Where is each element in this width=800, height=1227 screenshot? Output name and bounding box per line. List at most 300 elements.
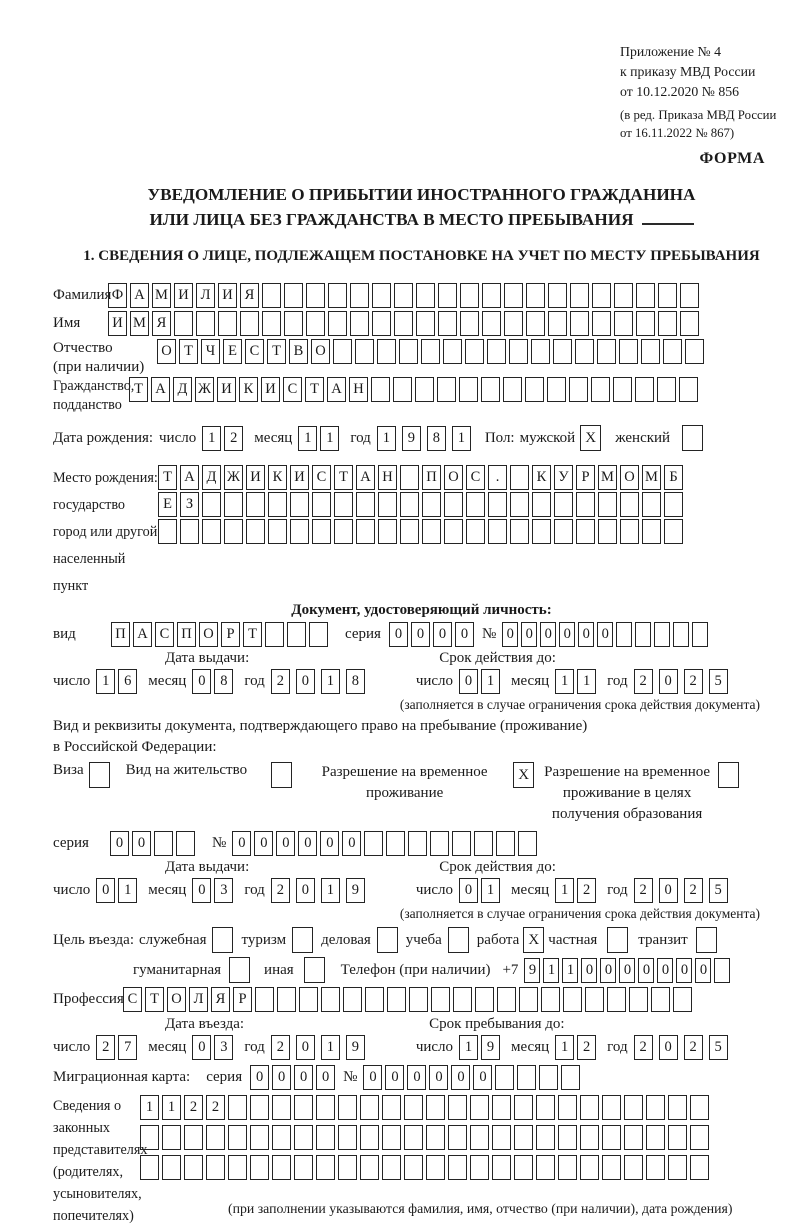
char-cell[interactable] <box>158 519 177 544</box>
char-cell[interactable] <box>393 377 412 402</box>
char-cell[interactable] <box>558 1095 577 1120</box>
char-cell[interactable]: Л <box>189 987 208 1012</box>
char-cell[interactable]: 9 <box>346 878 365 903</box>
char-cell[interactable]: С <box>245 339 264 364</box>
char-cell[interactable] <box>679 377 698 402</box>
char-cell[interactable] <box>558 1155 577 1180</box>
char-cell[interactable] <box>654 622 670 647</box>
char-cell[interactable]: А <box>151 377 170 402</box>
char-cell[interactable]: 2 <box>634 878 653 903</box>
char-cell[interactable]: М <box>130 311 149 336</box>
char-cell[interactable] <box>206 1155 225 1180</box>
char-cell[interactable]: 0 <box>385 1065 404 1090</box>
char-cell[interactable]: 0 <box>192 1035 211 1060</box>
char-cell[interactable] <box>510 519 529 544</box>
char-cell[interactable] <box>387 987 406 1012</box>
char-cell[interactable] <box>416 311 435 336</box>
char-cell[interactable]: 2 <box>184 1095 203 1120</box>
char-cell[interactable] <box>475 987 494 1012</box>
char-cell[interactable] <box>495 1065 514 1090</box>
char-cell[interactable] <box>492 1155 511 1180</box>
char-cell[interactable] <box>536 1095 555 1120</box>
char-cell[interactable] <box>394 283 413 308</box>
char-cell[interactable] <box>497 987 516 1012</box>
char-cell[interactable] <box>338 1095 357 1120</box>
char-cell[interactable]: 1 <box>562 958 578 983</box>
char-cell[interactable] <box>378 519 397 544</box>
char-cell[interactable]: 0 <box>192 669 211 694</box>
char-cell[interactable] <box>416 283 435 308</box>
char-cell[interactable] <box>316 1125 335 1150</box>
char-cell[interactable]: 9 <box>346 1035 365 1060</box>
char-cell[interactable] <box>503 377 522 402</box>
char-cell[interactable]: И <box>108 311 127 336</box>
char-cell[interactable] <box>246 492 265 517</box>
char-cell[interactable]: 0 <box>294 1065 313 1090</box>
char-cell[interactable] <box>563 987 582 1012</box>
char-cell[interactable] <box>519 987 538 1012</box>
char-cell[interactable]: 0 <box>473 1065 492 1090</box>
char-cell[interactable] <box>452 831 471 856</box>
char-cell[interactable] <box>360 1125 379 1150</box>
char-cell[interactable] <box>532 519 551 544</box>
char-cell[interactable] <box>184 1125 203 1150</box>
char-cell[interactable]: 0 <box>657 958 673 983</box>
char-cell[interactable]: 1 <box>96 669 115 694</box>
char-cell[interactable] <box>290 492 309 517</box>
char-cell[interactable] <box>470 1095 489 1120</box>
char-cell[interactable]: Я <box>211 987 230 1012</box>
char-cell[interactable] <box>421 339 440 364</box>
char-cell[interactable] <box>408 831 427 856</box>
char-cell[interactable]: 0 <box>597 622 613 647</box>
char-cell[interactable] <box>532 492 551 517</box>
purpose-official-checkbox[interactable] <box>212 927 233 953</box>
char-cell[interactable]: А <box>327 377 346 402</box>
char-cell[interactable]: Р <box>233 987 252 1012</box>
char-cell[interactable] <box>268 492 287 517</box>
char-cell[interactable]: П <box>111 622 130 647</box>
char-cell[interactable]: 1 <box>481 669 500 694</box>
char-cell[interactable] <box>400 519 419 544</box>
char-cell[interactable] <box>184 1155 203 1180</box>
char-cell[interactable] <box>255 987 274 1012</box>
char-cell[interactable] <box>570 283 589 308</box>
purpose-tourism-checkbox[interactable] <box>292 927 313 953</box>
char-cell[interactable] <box>580 1095 599 1120</box>
char-cell[interactable] <box>616 622 632 647</box>
char-cell[interactable]: 1 <box>377 426 396 451</box>
char-cell[interactable]: 1 <box>459 1035 478 1060</box>
char-cell[interactable] <box>422 519 441 544</box>
char-cell[interactable] <box>174 311 193 336</box>
char-cell[interactable]: 0 <box>110 831 129 856</box>
char-cell[interactable]: Т <box>145 987 164 1012</box>
char-cell[interactable]: 0 <box>459 669 478 694</box>
char-cell[interactable]: 2 <box>271 878 290 903</box>
char-cell[interactable]: А <box>133 622 152 647</box>
char-cell[interactable] <box>580 1155 599 1180</box>
char-cell[interactable]: 1 <box>321 878 340 903</box>
purpose-work-checkbox[interactable]: X <box>523 927 544 953</box>
char-cell[interactable] <box>482 311 501 336</box>
char-cell[interactable] <box>268 519 287 544</box>
char-cell[interactable] <box>343 987 362 1012</box>
char-cell[interactable]: М <box>152 283 171 308</box>
char-cell[interactable]: 0 <box>676 958 692 983</box>
char-cell[interactable] <box>629 987 648 1012</box>
char-cell[interactable] <box>613 377 632 402</box>
char-cell[interactable] <box>140 1155 159 1180</box>
char-cell[interactable]: . <box>488 465 507 490</box>
char-cell[interactable] <box>602 1125 621 1150</box>
char-cell[interactable] <box>690 1125 709 1150</box>
char-cell[interactable] <box>224 492 243 517</box>
char-cell[interactable] <box>394 311 413 336</box>
char-cell[interactable]: 8 <box>427 426 446 451</box>
char-cell[interactable] <box>614 311 633 336</box>
char-cell[interactable] <box>619 339 638 364</box>
purpose-transit-checkbox[interactable] <box>696 927 717 953</box>
char-cell[interactable] <box>539 1065 558 1090</box>
char-cell[interactable] <box>240 311 259 336</box>
char-cell[interactable] <box>641 339 660 364</box>
char-cell[interactable]: 0 <box>192 878 211 903</box>
char-cell[interactable]: 2 <box>577 1035 596 1060</box>
char-cell[interactable] <box>664 519 683 544</box>
char-cell[interactable]: Н <box>378 465 397 490</box>
char-cell[interactable]: Т <box>305 377 324 402</box>
char-cell[interactable]: 5 <box>709 878 728 903</box>
option-temp-residence-edu-checkbox[interactable] <box>718 762 739 788</box>
char-cell[interactable]: С <box>312 465 331 490</box>
char-cell[interactable]: Т <box>129 377 148 402</box>
char-cell[interactable]: 1 <box>452 426 471 451</box>
char-cell[interactable] <box>272 1155 291 1180</box>
char-cell[interactable]: 0 <box>276 831 295 856</box>
char-cell[interactable]: 1 <box>118 878 137 903</box>
char-cell[interactable]: 0 <box>521 622 537 647</box>
char-cell[interactable] <box>299 987 318 1012</box>
char-cell[interactable]: 5 <box>709 1035 728 1060</box>
char-cell[interactable] <box>487 339 506 364</box>
char-cell[interactable] <box>624 1125 643 1150</box>
char-cell[interactable]: 0 <box>455 622 474 647</box>
char-cell[interactable] <box>404 1155 423 1180</box>
char-cell[interactable] <box>548 283 567 308</box>
char-cell[interactable] <box>334 519 353 544</box>
char-cell[interactable]: 3 <box>214 878 233 903</box>
char-cell[interactable]: 0 <box>600 958 616 983</box>
char-cell[interactable] <box>294 1095 313 1120</box>
char-cell[interactable]: И <box>217 377 236 402</box>
char-cell[interactable] <box>365 987 384 1012</box>
char-cell[interactable] <box>526 283 545 308</box>
char-cell[interactable] <box>196 311 215 336</box>
char-cell[interactable] <box>356 519 375 544</box>
char-cell[interactable] <box>262 283 281 308</box>
char-cell[interactable]: И <box>174 283 193 308</box>
char-cell[interactable]: 2 <box>577 878 596 903</box>
char-cell[interactable] <box>290 519 309 544</box>
char-cell[interactable] <box>438 311 457 336</box>
char-cell[interactable]: 0 <box>695 958 711 983</box>
char-cell[interactable] <box>224 519 243 544</box>
char-cell[interactable] <box>504 311 523 336</box>
char-cell[interactable] <box>448 1125 467 1150</box>
char-cell[interactable]: Б <box>664 465 683 490</box>
char-cell[interactable] <box>250 1095 269 1120</box>
char-cell[interactable]: 0 <box>619 958 635 983</box>
char-cell[interactable]: 1 <box>162 1095 181 1120</box>
char-cell[interactable] <box>250 1125 269 1150</box>
char-cell[interactable] <box>635 377 654 402</box>
char-cell[interactable] <box>531 339 550 364</box>
char-cell[interactable] <box>510 492 529 517</box>
option-residence-permit-checkbox[interactable] <box>271 762 292 788</box>
char-cell[interactable]: 1 <box>202 426 221 451</box>
char-cell[interactable]: Ж <box>224 465 243 490</box>
char-cell[interactable] <box>448 1155 467 1180</box>
char-cell[interactable]: 8 <box>214 669 233 694</box>
char-cell[interactable] <box>575 339 594 364</box>
char-cell[interactable] <box>558 1125 577 1150</box>
char-cell[interactable] <box>536 1155 555 1180</box>
char-cell[interactable] <box>602 1155 621 1180</box>
char-cell[interactable]: О <box>157 339 176 364</box>
char-cell[interactable]: 0 <box>132 831 151 856</box>
char-cell[interactable] <box>636 283 655 308</box>
char-cell[interactable]: 6 <box>118 669 137 694</box>
char-cell[interactable]: С <box>283 377 302 402</box>
char-cell[interactable] <box>400 465 419 490</box>
char-cell[interactable] <box>673 987 692 1012</box>
char-cell[interactable] <box>620 519 639 544</box>
char-cell[interactable] <box>554 492 573 517</box>
char-cell[interactable]: К <box>268 465 287 490</box>
char-cell[interactable] <box>386 831 405 856</box>
char-cell[interactable]: Я <box>240 283 259 308</box>
char-cell[interactable] <box>377 339 396 364</box>
char-cell[interactable]: П <box>177 622 196 647</box>
char-cell[interactable] <box>372 283 391 308</box>
char-cell[interactable]: 1 <box>543 958 559 983</box>
char-cell[interactable] <box>548 311 567 336</box>
char-cell[interactable]: К <box>532 465 551 490</box>
char-cell[interactable] <box>517 1065 536 1090</box>
char-cell[interactable] <box>328 283 347 308</box>
char-cell[interactable]: Т <box>179 339 198 364</box>
char-cell[interactable] <box>202 492 221 517</box>
char-cell[interactable] <box>228 1155 247 1180</box>
char-cell[interactable] <box>554 519 573 544</box>
char-cell[interactable]: А <box>180 465 199 490</box>
char-cell[interactable] <box>338 1125 357 1150</box>
char-cell[interactable]: 8 <box>346 669 365 694</box>
char-cell[interactable] <box>306 283 325 308</box>
char-cell[interactable]: 2 <box>271 1035 290 1060</box>
option-temp-residence-checkbox[interactable]: X <box>513 762 534 788</box>
char-cell[interactable]: 1 <box>577 669 596 694</box>
char-cell[interactable] <box>265 622 284 647</box>
char-cell[interactable] <box>620 492 639 517</box>
char-cell[interactable] <box>585 987 604 1012</box>
char-cell[interactable] <box>415 377 434 402</box>
char-cell[interactable] <box>400 492 419 517</box>
char-cell[interactable] <box>460 283 479 308</box>
char-cell[interactable] <box>372 311 391 336</box>
char-cell[interactable]: 0 <box>429 1065 448 1090</box>
char-cell[interactable]: 0 <box>459 878 478 903</box>
char-cell[interactable] <box>306 311 325 336</box>
char-cell[interactable] <box>598 519 617 544</box>
char-cell[interactable] <box>162 1125 181 1150</box>
char-cell[interactable] <box>614 283 633 308</box>
char-cell[interactable] <box>514 1125 533 1150</box>
char-cell[interactable] <box>409 987 428 1012</box>
char-cell[interactable]: 3 <box>214 1035 233 1060</box>
char-cell[interactable] <box>378 492 397 517</box>
purpose-business-checkbox[interactable] <box>377 927 398 953</box>
char-cell[interactable] <box>646 1155 665 1180</box>
char-cell[interactable]: В <box>289 339 308 364</box>
char-cell[interactable]: З <box>180 492 199 517</box>
char-cell[interactable]: Н <box>349 377 368 402</box>
char-cell[interactable] <box>162 1155 181 1180</box>
char-cell[interactable] <box>316 1095 335 1120</box>
char-cell[interactable] <box>492 1095 511 1120</box>
char-cell[interactable] <box>470 1125 489 1150</box>
char-cell[interactable]: 0 <box>502 622 518 647</box>
char-cell[interactable] <box>658 283 677 308</box>
char-cell[interactable] <box>338 1155 357 1180</box>
char-cell[interactable]: Т <box>334 465 353 490</box>
char-cell[interactable] <box>496 831 515 856</box>
char-cell[interactable] <box>448 1095 467 1120</box>
char-cell[interactable]: Р <box>576 465 595 490</box>
char-cell[interactable]: У <box>554 465 573 490</box>
char-cell[interactable] <box>646 1095 665 1120</box>
char-cell[interactable] <box>246 519 265 544</box>
char-cell[interactable] <box>426 1155 445 1180</box>
char-cell[interactable] <box>509 339 528 364</box>
char-cell[interactable]: О <box>199 622 218 647</box>
char-cell[interactable]: 2 <box>634 1035 653 1060</box>
char-cell[interactable] <box>404 1095 423 1120</box>
char-cell[interactable]: 0 <box>433 622 452 647</box>
char-cell[interactable] <box>592 311 611 336</box>
char-cell[interactable] <box>518 831 537 856</box>
char-cell[interactable]: 1 <box>481 878 500 903</box>
sex-female-checkbox[interactable] <box>682 425 703 451</box>
char-cell[interactable]: П <box>422 465 441 490</box>
char-cell[interactable] <box>591 377 610 402</box>
char-cell[interactable] <box>607 987 626 1012</box>
char-cell[interactable]: 5 <box>709 669 728 694</box>
char-cell[interactable] <box>284 283 303 308</box>
char-cell[interactable] <box>488 492 507 517</box>
char-cell[interactable] <box>474 831 493 856</box>
char-cell[interactable]: 1 <box>555 878 574 903</box>
char-cell[interactable]: 0 <box>659 1035 678 1060</box>
char-cell[interactable] <box>624 1155 643 1180</box>
char-cell[interactable] <box>685 339 704 364</box>
char-cell[interactable] <box>356 492 375 517</box>
char-cell[interactable]: 7 <box>118 1035 137 1060</box>
char-cell[interactable] <box>668 1095 687 1120</box>
char-cell[interactable]: 0 <box>389 622 408 647</box>
char-cell[interactable] <box>206 1125 225 1150</box>
char-cell[interactable] <box>228 1095 247 1120</box>
char-cell[interactable]: 1 <box>321 1035 340 1060</box>
char-cell[interactable] <box>460 311 479 336</box>
char-cell[interactable]: И <box>218 283 237 308</box>
char-cell[interactable] <box>360 1095 379 1120</box>
purpose-study-checkbox[interactable] <box>448 927 469 953</box>
char-cell[interactable] <box>284 311 303 336</box>
char-cell[interactable] <box>504 283 523 308</box>
char-cell[interactable] <box>355 339 374 364</box>
char-cell[interactable] <box>250 1155 269 1180</box>
char-cell[interactable]: 2 <box>634 669 653 694</box>
char-cell[interactable] <box>316 1155 335 1180</box>
char-cell[interactable]: 2 <box>684 1035 703 1060</box>
char-cell[interactable]: А <box>356 465 375 490</box>
char-cell[interactable] <box>651 987 670 1012</box>
char-cell[interactable] <box>714 958 730 983</box>
char-cell[interactable] <box>635 622 651 647</box>
char-cell[interactable] <box>576 492 595 517</box>
char-cell[interactable]: 1 <box>320 426 339 451</box>
char-cell[interactable]: И <box>261 377 280 402</box>
char-cell[interactable] <box>624 1095 643 1120</box>
char-cell[interactable] <box>312 519 331 544</box>
char-cell[interactable] <box>598 492 617 517</box>
char-cell[interactable]: 2 <box>684 878 703 903</box>
char-cell[interactable] <box>294 1125 313 1150</box>
char-cell[interactable] <box>488 519 507 544</box>
char-cell[interactable]: И <box>246 465 265 490</box>
char-cell[interactable] <box>272 1095 291 1120</box>
char-cell[interactable] <box>180 519 199 544</box>
char-cell[interactable] <box>426 1125 445 1150</box>
char-cell[interactable]: С <box>123 987 142 1012</box>
char-cell[interactable] <box>680 311 699 336</box>
char-cell[interactable] <box>481 377 500 402</box>
char-cell[interactable] <box>541 987 560 1012</box>
char-cell[interactable]: 1 <box>555 669 574 694</box>
char-cell[interactable] <box>426 1095 445 1120</box>
char-cell[interactable]: 9 <box>402 426 421 451</box>
char-cell[interactable]: 0 <box>407 1065 426 1090</box>
char-cell[interactable] <box>382 1155 401 1180</box>
char-cell[interactable]: 0 <box>411 622 430 647</box>
char-cell[interactable] <box>592 283 611 308</box>
purpose-other-checkbox[interactable] <box>304 957 325 983</box>
char-cell[interactable] <box>328 311 347 336</box>
char-cell[interactable] <box>382 1125 401 1150</box>
char-cell[interactable]: 1 <box>321 669 340 694</box>
char-cell[interactable] <box>664 492 683 517</box>
char-cell[interactable] <box>470 1155 489 1180</box>
char-cell[interactable]: 1 <box>140 1095 159 1120</box>
char-cell[interactable] <box>482 283 501 308</box>
char-cell[interactable] <box>570 311 589 336</box>
char-cell[interactable]: Л <box>196 283 215 308</box>
char-cell[interactable] <box>547 377 566 402</box>
char-cell[interactable]: 2 <box>271 669 290 694</box>
char-cell[interactable] <box>459 377 478 402</box>
